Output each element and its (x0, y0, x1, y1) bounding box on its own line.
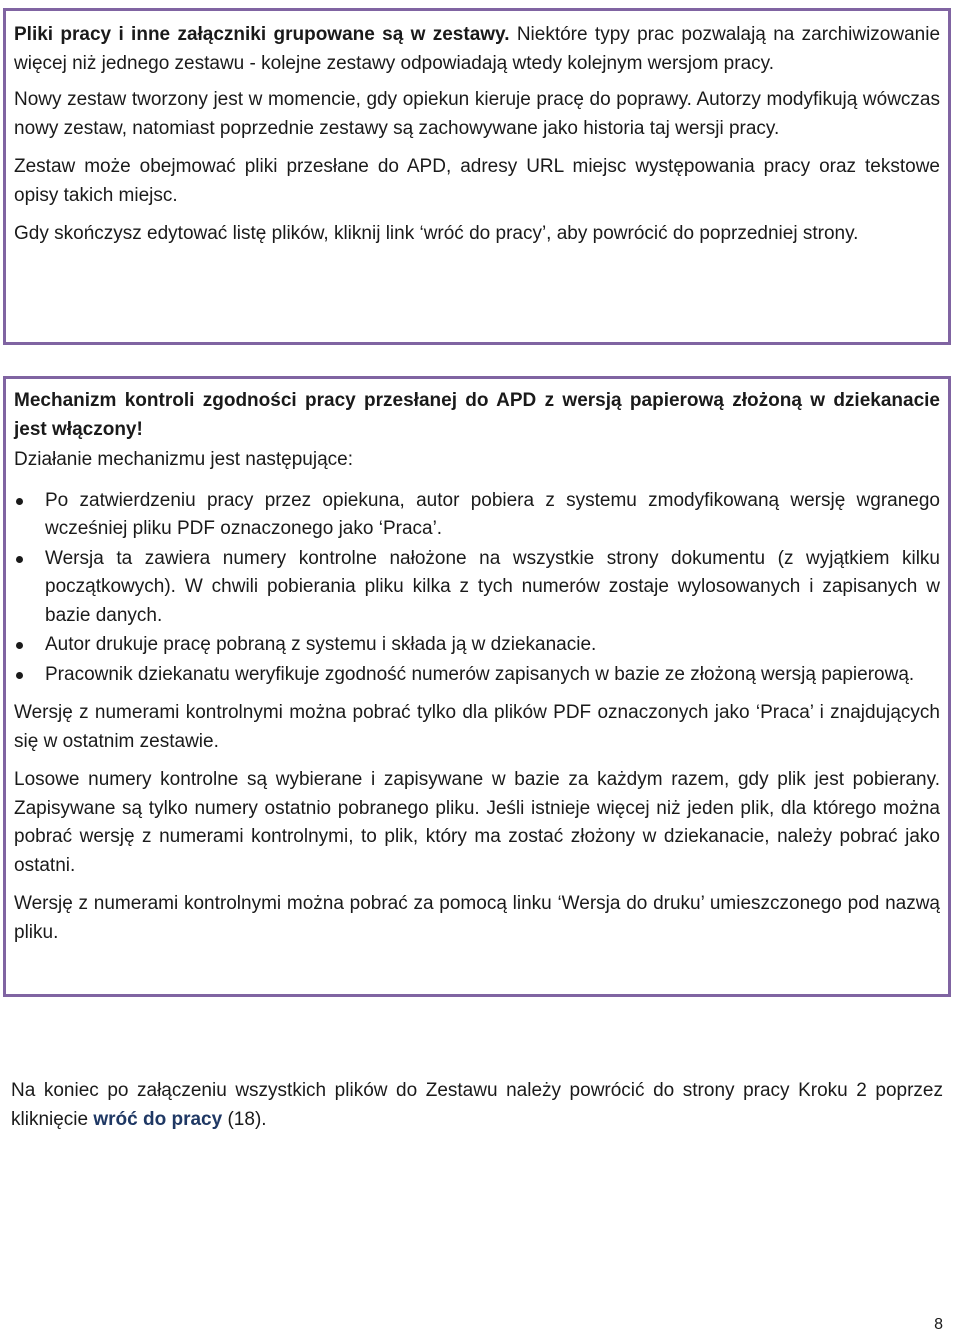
page-number: 8 (934, 1316, 943, 1333)
box2-paragraph-print-link: Wersję z numerami kontrolnymi można pobrać za pomocą linku ‘Wersja do druku’ umieszczonego pod nazwą pliku. (14, 893, 940, 943)
list-item-text: Wersja ta zawiera numery kontrolne nałożone na wszystkie strony dokumentu (z wyjątkiem kilku początkowych). W chwili pobierania pliku kilka z tych numerów zostaje wylosowanych i zapisanych w bazie danych. (45, 547, 940, 626)
box2-intro: Działanie mechanizmu jest następujące: (14, 449, 354, 470)
info-box-sets (3, 8, 951, 345)
info-box-control-mechanism (3, 376, 951, 997)
box1-paragraph-4: Gdy skończysz edytować listę plików, kliknij link ‘wróć do pracy’, aby powrócić do poprzedniej strony. (14, 223, 859, 244)
box1-paragraph-2: Nowy zestaw tworzony jest w momencie, gdy opiekun kieruje pracę do poprawy. Autorzy modyfikują wówczas nowy zestaw, natomiast poprzednie zestawy są zachowywane jako historia taj wersji pracy. (14, 89, 940, 139)
list-item (14, 487, 940, 544)
back-to-work-link[interactable]: wróć do pracy (93, 1108, 223, 1130)
bullet-icon (16, 556, 23, 563)
list-item-text: Pracownik dziekanatu weryfikuje zgodność numerów zapisanych w bazie ze złożoną wersją papierową. (45, 663, 915, 685)
closing-text-after: (18). (222, 1108, 267, 1130)
box1-paragraph-1: Niektóre typy prac pozwalają na zarchiwizowanie więcej niż jednego zestawu - kolejne zestawy odpowiadają wtedy kolejnym wersjom pracy. (14, 24, 941, 74)
box2-paragraph-random-numbers: Losowe numery kontrolne są wybierane i zapisywane w bazie za każdym razem, gdy plik jest pobierany. Zapisywane są tylko numery ostatnio pobranego pliku. Jeśli istnieje więcej niż jeden plik, dla którego można pobrać wersję z numerami kontrolnymi, to plik, który ma zostać złożony w dziekanacie, należy pobrać jako ostatni. (14, 769, 940, 876)
closing-paragraph (11, 1077, 943, 1134)
box1-paragraph-3: Zestaw może obejmować pliki przesłane do APD, adresy URL miejsc występowania pracy oraz tekstowe opisy takich miejsc. (14, 156, 940, 206)
mechanism-steps-list (14, 487, 940, 690)
list-item (14, 545, 940, 631)
box1-first-paragraph (14, 21, 940, 78)
list-item-text: Po zatwierdzeniu pracy przez opiekuna, autor pobiera z systemu zmodyfikowaną wersję wgranego wcześniej pliku PDF oznaczonego jako ‘Praca’. (45, 489, 940, 539)
box2-paragraph-download: Wersję z numerami kontrolnymi można pobrać tylko dla plików PDF oznaczonych jako ‘Praca’ i znajdujących się w ostatnim zestawie. (14, 702, 940, 752)
box2-heading: Mechanizm kontroli zgodności pracy przesłanej do APD z wersją papierową złożoną w dziekanacie jest włączony! (14, 390, 940, 440)
closing-text-before: Na koniec po załączeniu wszystkich plików do Zestawu należy powrócić do strony pracy Kroku 2 poprzez kliknięcie (11, 1080, 943, 1130)
bullet-icon (16, 672, 23, 679)
list-item (14, 631, 940, 660)
box1-heading: Pliki pracy i inne załączniki grupowane są w zestawy. (14, 24, 510, 45)
list-item-text: Autor drukuje pracę pobraną z systemu i składa ją w dziekanacie. (45, 634, 597, 655)
bullet-icon (16, 498, 23, 505)
list-item (14, 661, 940, 690)
bullet-icon (16, 642, 23, 649)
